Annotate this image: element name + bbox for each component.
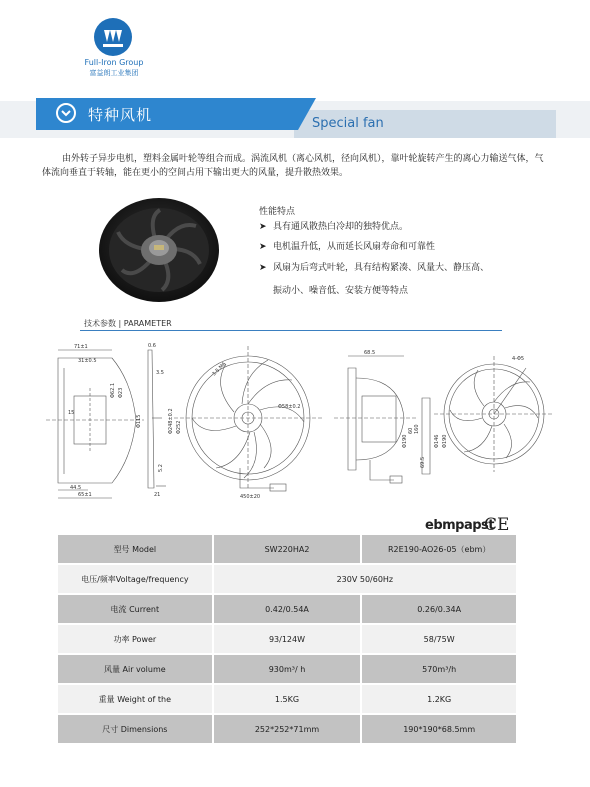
fan-product-photo xyxy=(96,190,222,310)
dim-label: 4-Φ5 xyxy=(512,356,525,362)
spec-value-model-a: 0.42/0.54A xyxy=(212,595,361,623)
logo-name-en: Full-Iron Group xyxy=(84,58,144,67)
spec-value-model-b: 570m³/h xyxy=(360,655,516,683)
spec-value-model-b: 1.2KG xyxy=(360,685,516,713)
spec-value-model-a: SW220HA2 xyxy=(212,535,361,563)
dim-label: Φ62.1 xyxy=(110,382,116,398)
dim-label: Φ115 xyxy=(136,414,142,428)
dim-label: Φ190 xyxy=(402,434,408,448)
arrow-right-icon: ➤ xyxy=(259,263,267,273)
section-title-en: Special fan xyxy=(312,116,384,131)
spec-label: 风量 Air volume xyxy=(58,655,212,683)
dim-label: 3.5 M6 xyxy=(211,361,228,378)
dim-label: 69.5 xyxy=(420,456,426,468)
spec-row xyxy=(58,595,516,623)
dim-label: 60 xyxy=(408,427,414,434)
spec-value-model-a: 252*252*71mm xyxy=(212,715,361,743)
spec-row xyxy=(58,655,516,683)
dim-label: Φ23 xyxy=(118,387,124,398)
dim-label: 71±1 xyxy=(74,344,88,350)
chevron-down-icon xyxy=(56,103,76,123)
features-title: 性能特点 xyxy=(259,207,296,217)
spec-row xyxy=(58,685,516,713)
dim-label: 3.5 xyxy=(156,370,164,376)
dim-label: Φ252 xyxy=(176,420,182,434)
spec-value-model-a: 1.5KG xyxy=(212,685,361,713)
dim-label: 0.6 xyxy=(148,343,156,349)
dim-label: 68.5 xyxy=(364,350,376,356)
dim-label: 5.2 xyxy=(158,464,164,472)
dim-label: 15 xyxy=(68,410,75,416)
dim-label: 160 xyxy=(414,424,420,434)
spec-value-model-b: R2E190-AO26-05（ebm） xyxy=(360,535,516,563)
spec-value-model-a: 930m³/ h xyxy=(212,655,361,683)
dim-label: Φ58±0.2 xyxy=(278,404,301,410)
feature-item: ➤ 电机温升低，从而延长风扇寿命和可靠性 xyxy=(259,242,436,252)
intro-paragraph: 由外转子异步电机，塑料金属叶轮等组合而成。涡流风机（离心风机，径向风机），靠叶轮旋转产生的离心力输送气体，气体流向垂直于转轴，能在更小的空间占用下输出更大的风量，提升散热效果。 xyxy=(42,154,544,178)
logo-symbol-icon xyxy=(94,18,132,56)
spec-row xyxy=(58,565,516,593)
dim-label: Φ248±0.2 xyxy=(168,408,174,434)
spec-label: 尺寸 Dimensions xyxy=(58,715,212,743)
arrow-right-icon: ➤ xyxy=(259,222,267,232)
spec-label: 型号 Model xyxy=(58,535,212,563)
dim-label: 21 xyxy=(154,492,161,498)
spec-value-model-b: 0.26/0.34A xyxy=(360,595,516,623)
parameters-divider xyxy=(80,330,502,331)
feature-item-continuation: 振动小、噪音低、安装方便等特点 xyxy=(273,286,409,296)
dim-label: 450±20 xyxy=(240,494,261,500)
spec-table xyxy=(58,533,516,745)
spec-label: 电压/频率Voltage/frequency xyxy=(58,565,212,593)
dim-label: Φ146 xyxy=(434,434,440,448)
dim-label: 65±1 xyxy=(78,492,92,498)
company-logo xyxy=(94,18,132,56)
arrow-right-icon: ➤ xyxy=(259,242,267,252)
dim-label: 31±0.5 xyxy=(78,358,97,364)
parameters-title: 技术参数 | PARAMETER xyxy=(84,319,172,328)
spec-label: 功率 Power xyxy=(58,625,212,653)
section-title-cn: 特种风机 xyxy=(88,106,153,124)
ce-mark: CE xyxy=(484,515,510,535)
spec-row xyxy=(58,715,516,743)
brand-logo: ebmpapst xyxy=(425,518,495,533)
spec-row xyxy=(58,535,516,563)
logo-name-cn: 富益朗工业集团 xyxy=(89,69,139,77)
spec-value: 230V 50/60Hz xyxy=(212,565,516,593)
spec-value-model-a: 93/124W xyxy=(212,625,361,653)
spec-label: 电流 Current xyxy=(58,595,212,623)
spec-row xyxy=(58,625,516,653)
dim-label: 44.5 xyxy=(70,485,82,491)
technical-drawing xyxy=(44,338,554,510)
dim-label: Φ190 xyxy=(442,434,448,448)
spec-label: 重量 Weight of the xyxy=(58,685,212,713)
spec-value-model-b: 190*190*68.5mm xyxy=(360,715,516,743)
feature-item: ➤ 风扇为后弯式叶轮，具有结构紧凑、风量大、静压高、 xyxy=(259,263,490,273)
spec-value-model-b: 58/75W xyxy=(360,625,516,653)
feature-item: ➤ 具有通风散热白冷却的独特优点。 xyxy=(259,222,409,232)
